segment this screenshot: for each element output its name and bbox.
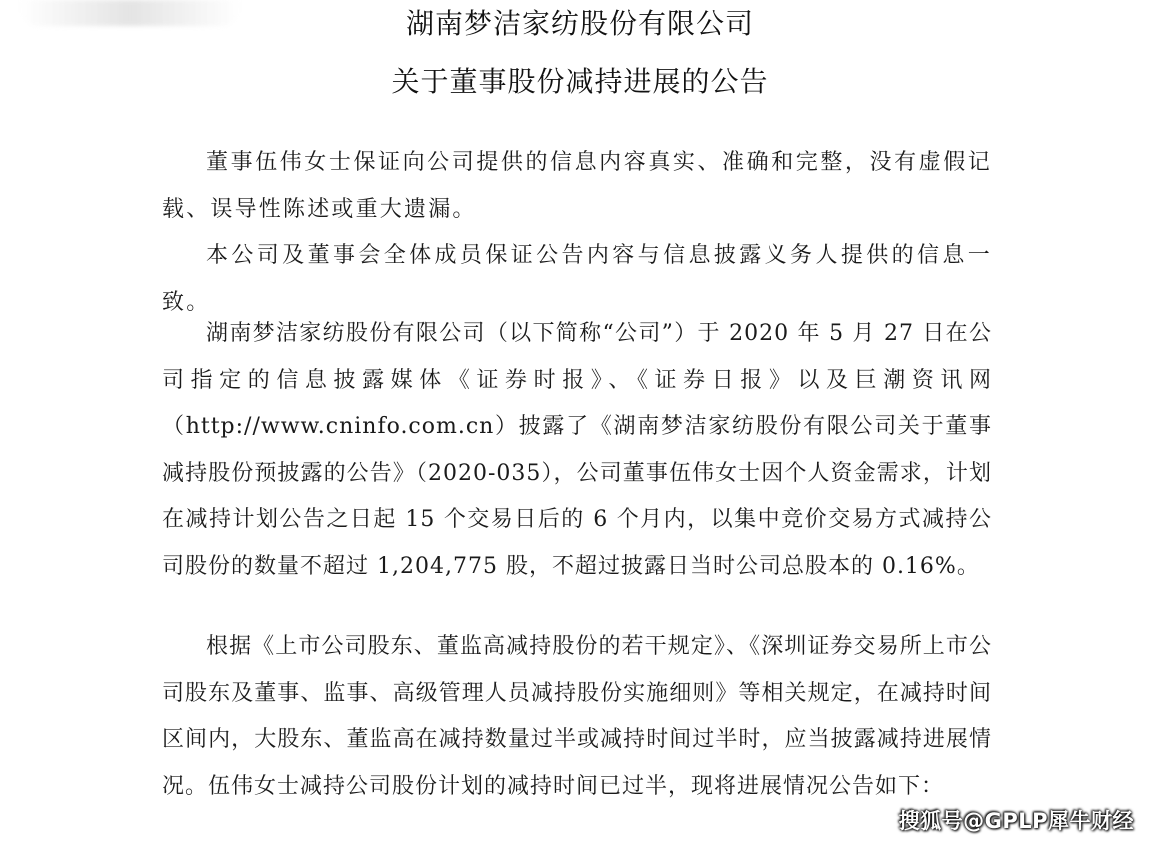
regulation-paragraph: 根据《上市公司股东、董监高减持股份的若干规定》、《深圳证券交易所上市公司股东及董事、监事、高级管理人员减持股份实施细则》等相关规定，在减持时间区间内，大股东、董监高在减持数量过半或减持时间过半时，应当披露减持进展情况。伍伟女士减持公司股份计划的减持时间已过半，现将进展情况公告如下： <box>162 634 992 799</box>
reduction-plan-paragraph: 湖南梦洁家纺股份有限公司（以下简称“公司”）于 2020 年 5 月 27 日在公司指定的信息披露媒体《证券时报》、《证券日报》以及巨潮资讯网（http://www.cninfo.com.cn）披露了《湖南梦洁家纺股份有限公司关于董事减持股份预披露的公告》（2020-035），公司董事伍伟女士因个人资金需求，计划在减持计划公告之日起 15 个交易日后的 6 个月内，以集中竞价交易方式减持公司股份的数量不超过 1,204,775 股，不超过披露日当时公司总股本的 0.16%。 <box>162 321 992 579</box>
announcement-title: 关于董事股份减持进展的公告 <box>391 65 769 98</box>
board-guarantee-paragraph: 本公司及董事会全体成员保证公告内容与信息披露义务人提供的信息一致。 <box>162 243 992 315</box>
director-guarantee-paragraph: 董事伍伟女士保证向公司提供的信息内容真实、准确和完整，没有虚假记载、误导性陈述或重大遗漏。 <box>162 150 992 222</box>
company-title: 湖南梦洁家纺股份有限公司 <box>405 7 754 40</box>
source-watermark: 搜狐号@GPLP犀牛财经 <box>898 809 1134 833</box>
